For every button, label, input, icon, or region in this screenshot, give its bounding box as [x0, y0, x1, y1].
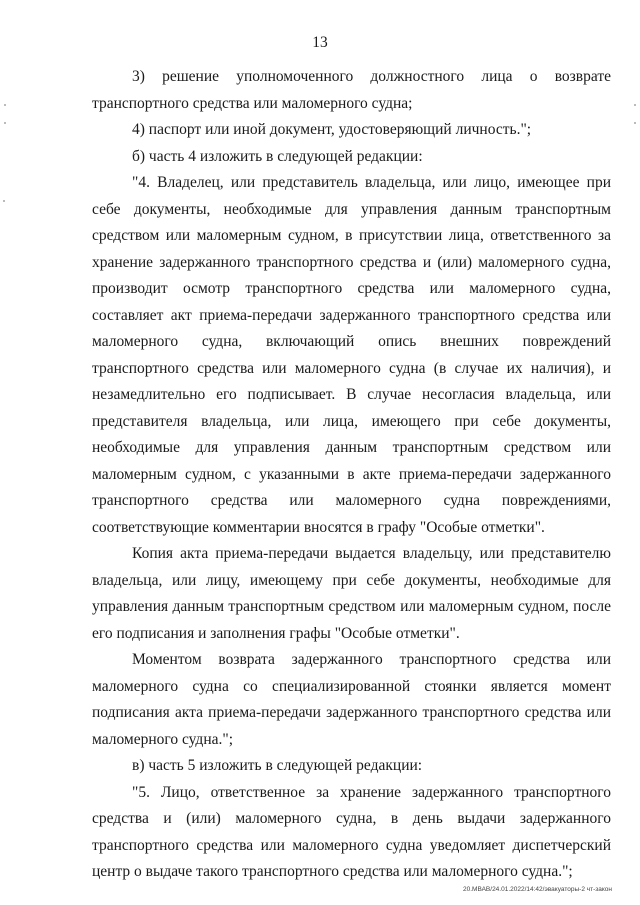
margin-mark	[4, 122, 6, 124]
paragraph-item-4: 4) паспорт или иной документ, удостоверяющий личность.";	[132, 121, 532, 138]
paragraph-item-3: 3) решение уполномоченного должностного лица о возврате транспортного средства или маломерного судна;	[92, 68, 611, 112]
document-body	[92, 64, 611, 886]
paragraph-part-5-text: "5. Лицо, ответственное за хранение задержанного транспортного средства и (или) маломерного судна, в день выдачи задержанного транспортного средства или маломерного судна уведомляет диспетчерский центр о выдаче такого транспортного средства или маломерного судна.";	[92, 783, 611, 880]
margin-mark	[3, 200, 5, 202]
paragraph-part-5-heading: в) часть 5 изложить в следующей редакции:	[132, 757, 423, 774]
paragraph-moment-return: Моментом возврата задержанного транспортного средства или маломерного судна со специализированной стоянки является момент подписания акта приема-передачи задержанного транспортного средства или маломерного судна.";	[92, 651, 611, 748]
margin-mark	[634, 122, 636, 124]
margin-mark	[634, 104, 636, 106]
paragraph-part-4-heading: б) часть 4 изложить в следующей редакции:	[132, 147, 423, 165]
paragraph-copy-act: Копия акта приема-передачи выдается владельцу, или представителю владельца, или лицу, имеющему при себе документы, необходимые для управления данным транспортным средством или маломерным судном, после его подписания и заполнения графы "Особые отметки".	[92, 545, 611, 642]
margin-mark	[4, 104, 6, 106]
footer-stamp: 20.МВАВ/24.01.2022/14:42/эвакуаторы-2 чт-закон	[463, 886, 612, 893]
paragraph-part-4-text: "4. Владелец, или представитель владельца, или лицо, имеющее при себе документы, необходимые для управления данным транспортным средством или маломерным судном, в присутствии лица, ответственного за хранение задержанного транспортного средства и (или) маломерного судна, производит осмотр транспортного средства или маломерного судна, составляет акт приема-передачи задержанного транспортного средства или маломерного судна, включающий опись внешних повреждений транспортного средства или маломерного судна (в случае их наличия), и незамедлительно его подписывает. В случае несогласия владельца, или представителя владельца, или лица, имеющего при себе документы, необходимые для управления данным транспортным средством или маломерным судном, с указанными в акте приема-передачи задержанного транспортного средства или маломерного судна повреждениями, соответствующие комментарии вносятся в графу "Особые отметки".	[92, 174, 611, 536]
page-number: 13	[312, 34, 328, 51]
